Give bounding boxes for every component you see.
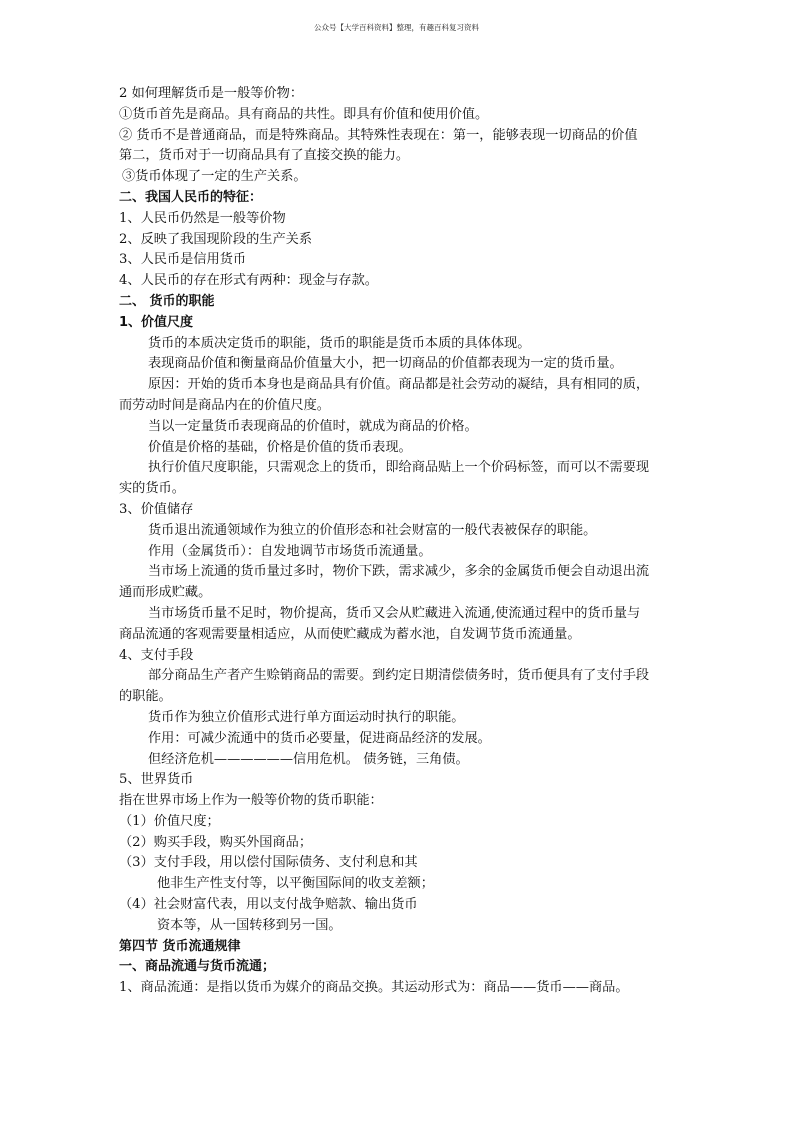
- section-heading: 一、商品流通与货币流通；: [119, 959, 276, 975]
- text-line: 1、商品流通：是指以货币为媒介的商品交换。其运动形式为：商品——货币——商品。: [119, 980, 629, 996]
- section-heading: 第四节 货币流通规律: [119, 938, 241, 954]
- text-line: 4、人民币的存在形式有两种：现金与存款。: [119, 273, 378, 289]
- text-line: 当市场货币量不足时，物价提高，货币又会从贮藏进入流通,使流通过程中的货币量与: [148, 605, 641, 621]
- text-line: 作用（金属货币）：自发地调节市场货币流通量。: [148, 543, 432, 559]
- text-line: 货币作为独立价值形式进行单方面运动时执行的职能。: [148, 709, 465, 725]
- text-line: 当市场上流通的货币量过多时，物价下跌，需求减少，多余的金属货币便会自动退出流: [148, 564, 650, 580]
- text-line: 通而形成贮藏。: [119, 585, 212, 601]
- text-line: 商品流通的客观需要量相适应，从而使贮藏成为蓄水池，自发调节货币流通量。: [119, 626, 581, 642]
- text-line: ①货币首先是商品。具有商品的共性。即具有价值和使用价值。: [119, 106, 489, 122]
- text-line: 价值是价格的基础，价格是价值的货币表现。: [148, 439, 412, 455]
- text-line: 资本等，从一国转移到另一国。: [157, 917, 342, 933]
- text-line: 5、世界货币: [119, 772, 194, 788]
- text-line: 2、反映了我国现阶段的生产关系: [119, 231, 313, 247]
- section-heading: 1、价值尺度: [119, 314, 194, 330]
- text-line: 表现商品价值和衡量商品价值量大小，把一切商品的价值都表现为一定的货币量。: [148, 356, 623, 372]
- text-line: 指在世界市场上作为一般等价物的货币职能：: [119, 793, 383, 809]
- text-line: 作用：可减少流通中的货币必要量，促进商品经济的发展。: [148, 730, 491, 746]
- text-line: 2 如何理解货币是一般等价物：: [119, 86, 304, 101]
- page-header-watermark: 公众号【大学百科资料】整理，有趣百科复习资料: [314, 23, 479, 32]
- text-line: （4）社会财富代表，用以支付战争赔款、输出货币: [119, 897, 418, 913]
- text-line: 1、人民币仍然是一般等价物: [119, 210, 286, 226]
- document-body: [119, 84, 679, 999]
- text-line: 当以一定量货币表现商品的价值时，就成为商品的价格。: [148, 418, 478, 434]
- text-line: 4、支付手段: [119, 647, 194, 663]
- text-line: 实的货币。: [119, 481, 185, 497]
- text-line: （1）价值尺度；: [119, 813, 220, 829]
- text-line: ③货币体现了一定的生产关系。: [122, 169, 307, 185]
- text-line: 3、人民币是信用货币: [119, 252, 247, 268]
- text-line: （3）支付手段，用以偿付国际债务、支付利息和其: [119, 855, 418, 871]
- text-line: 但经济危机——————信用危机。 债务链，三角债。: [148, 751, 469, 767]
- text-line: 第二，货币对于一切商品具有了直接交换的能力。: [119, 148, 410, 164]
- text-line: ② 货币不是普通商品，而是特殊商品。其特殊性表现在：第一，能够表现一切商品的价值: [119, 127, 638, 143]
- text-line: 部分商品生产者产生赊销商品的需要。到约定日期清偿债务时，货币便具有了支付手段: [148, 668, 650, 684]
- section-heading: 二、我国人民币的特征：: [119, 189, 263, 205]
- text-line: 货币的本质决定货币的职能，货币的职能是货币本质的具体体现。: [148, 335, 531, 351]
- section-heading: 二、 货币的职能: [119, 293, 215, 309]
- text-line: 的职能。: [119, 689, 172, 705]
- text-line: 而劳动时间是商品内在的价值尺度。: [119, 397, 330, 413]
- text-line: （2）购买手段，购买外国商品；: [119, 834, 313, 850]
- text-line: 3、价值储存: [119, 501, 194, 517]
- text-line: 执行价值尺度职能，只需观念上的货币，即给商品贴上一个价码标签，而可以不需要现: [148, 460, 650, 476]
- text-line: 货币退出流通领域作为独立的价值形态和社会财富的一般代表被保存的职能。: [148, 522, 597, 538]
- text-line: 原因：开始的货币本身也是商品具有价值。商品都是社会劳动的凝结，具有相同的质，: [148, 377, 650, 393]
- text-line: 他非生产性支付等，以平衡国际间的收支差额；: [157, 876, 434, 892]
